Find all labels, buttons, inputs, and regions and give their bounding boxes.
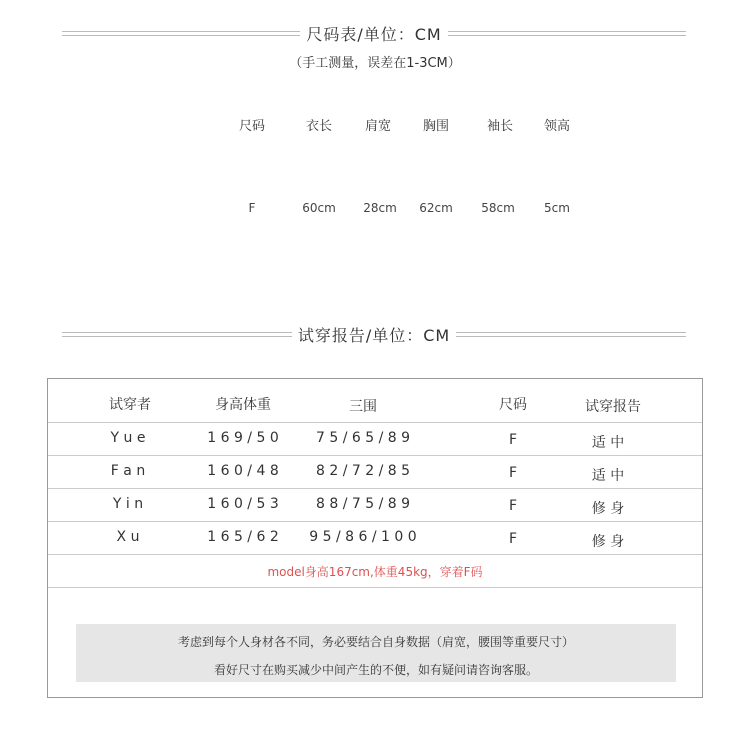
- wearer-name: F a n: [110, 463, 146, 479]
- size-header-collar: 领高: [543, 119, 570, 134]
- size-header-sleeve: 袖长: [486, 119, 513, 134]
- height-weight: 1 6 0 / 5 3: [207, 496, 279, 512]
- height-weight: 1 6 0 / 4 8: [207, 463, 279, 479]
- table-row: [48, 521, 702, 555]
- model-note-row: [48, 554, 702, 588]
- header-report: 试穿报告: [585, 399, 641, 415]
- measurements: 9 5 / 8 6 / 1 0 0: [309, 529, 417, 545]
- size: F: [508, 465, 518, 481]
- table-row: [48, 422, 702, 456]
- wearer-name: Y i n: [112, 496, 144, 512]
- header-wearer: 试穿者: [109, 397, 151, 413]
- wearer-name: Y u e: [110, 430, 146, 446]
- size-value-collar: 5cm: [544, 201, 570, 215]
- measurements: 8 8 / 7 5 / 8 9: [315, 496, 411, 512]
- size-chart-header: [62, 22, 686, 45]
- notice-line-2: 看好尺寸在购买减少中间产生的不便，如有疑问请咨询客服。: [213, 663, 538, 677]
- divider-left: [62, 31, 300, 36]
- size-value-chest: 62cm: [419, 201, 453, 215]
- try-report-table: [47, 378, 703, 698]
- size-header-size: 尺码: [238, 119, 265, 134]
- header-measurements: 三围: [349, 399, 377, 415]
- table-row: [48, 455, 702, 489]
- header-height-weight: 身高体重: [215, 397, 271, 413]
- size-value-size: F: [248, 201, 256, 215]
- size-chart-title: 尺码表/单位：CM: [306, 25, 442, 44]
- header-size: 尺码: [499, 397, 527, 413]
- size-value-sleeve: 58cm: [481, 201, 515, 215]
- height-weight: 1 6 9 / 5 0: [207, 430, 279, 446]
- fit-report: 修 身: [591, 501, 625, 517]
- size-header-length: 衣长: [305, 119, 332, 134]
- table-row: [48, 488, 702, 522]
- size-value-shoulder: 28cm: [363, 201, 397, 215]
- wearer-name: X u: [116, 529, 140, 545]
- try-report-header: [62, 323, 686, 346]
- height-weight: 1 6 5 / 6 2: [207, 529, 279, 545]
- divider-right: [456, 332, 686, 337]
- measurements: 8 2 / 7 2 / 8 5: [315, 463, 411, 479]
- size: F: [508, 531, 518, 547]
- table-header-row: [48, 379, 702, 423]
- size-chart-subtitle: （手工测量，误差在1-3CM）: [289, 56, 461, 71]
- size: F: [508, 498, 518, 514]
- notice-box: [76, 624, 676, 682]
- notice-line-1: 考虑到每个人身材各不同，务必要结合自身数据（肩宽，腰围等重要尺寸）: [177, 635, 574, 649]
- model-note: model身高167cm,体重45kg，穿着F码: [267, 565, 483, 579]
- divider-right: [448, 31, 686, 36]
- fit-report: 修 身: [591, 534, 625, 550]
- fit-report: 适 中: [591, 468, 625, 484]
- divider-left: [62, 332, 292, 337]
- fit-report: 适 中: [591, 435, 625, 451]
- try-report-title: 试穿报告/单位：CM: [297, 326, 451, 345]
- size-header-shoulder: 肩宽: [364, 119, 391, 134]
- measurements: 7 5 / 6 5 / 8 9: [315, 430, 411, 446]
- size-value-length: 60cm: [302, 201, 336, 215]
- size: F: [508, 432, 518, 448]
- size-header-chest: 胸围: [422, 119, 449, 134]
